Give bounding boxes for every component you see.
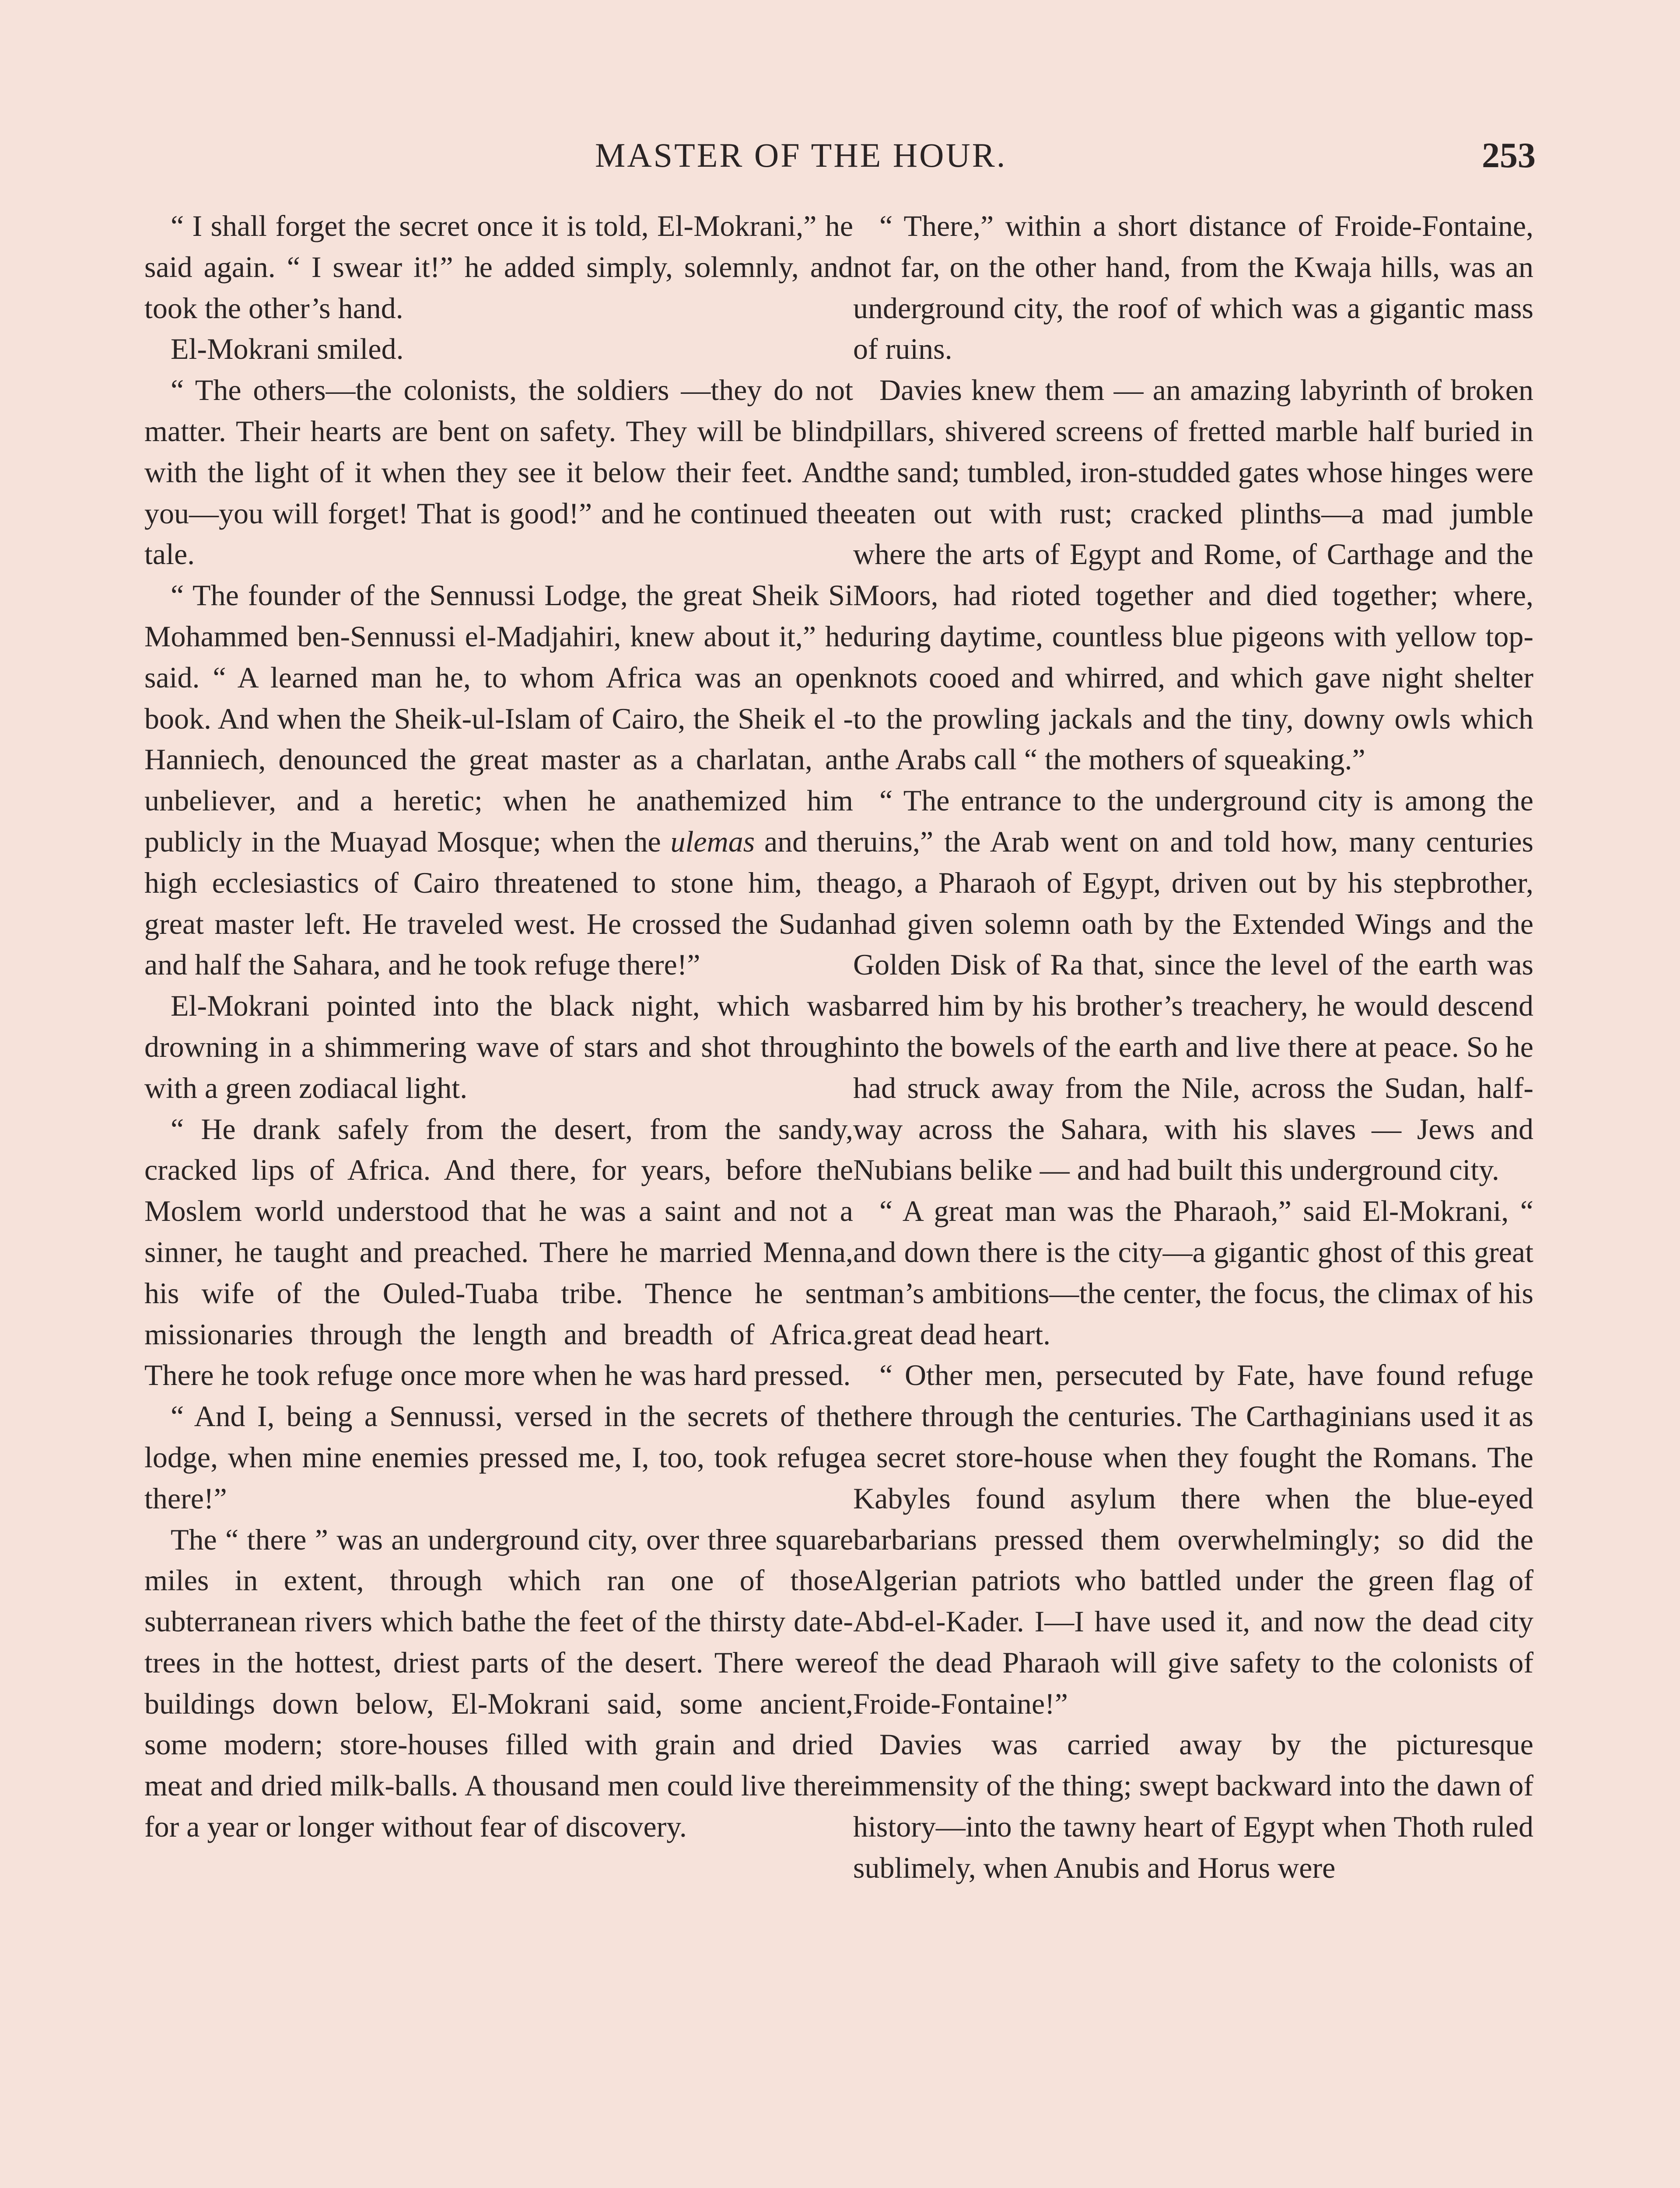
- paragraph: [144, 575, 853, 985]
- paragraph: “ The others—the colonists, the soldiers —they do not matter. Their hearts are bent on safety. They will be blind with the light of it when they see it below their feet. And you—you will forget! That is good!” and he continued the tale.: [144, 373, 853, 571]
- paragraph: El-Mokrani pointed into the black night, which was drowning in a shimmering wave of stars and shot through with a green zodiacal light.: [144, 989, 853, 1105]
- paragraph-text: and the high ecclesiastics of Cairo threatened to stone him, the great master left. He traveled west. He crossed the Sudan and half the Sahara, and he took refuge there!”: [144, 824, 853, 982]
- paragraph: “ The entrance to the underground city is among the ruins,” the Arab went on and told how, many centuries ago, a Pharaoh of Egypt, driven out by his stepbrother, had given solemn oath by the Extended Wings and the Golden Disk of Ra that, since the level of the earth was barred him by his brother’s treachery, he would descend into the bowels of the earth and live there at peace. So he had struck away from the Nile, across the Sudan, half-way across the Sahara, with his slaves — Jews and Nubians belike — and had built this underground city.: [853, 784, 1533, 1187]
- running-head: MASTER OF THE HOUR.: [595, 136, 1007, 174]
- paragraph: “ A great man was the Pharaoh,” said El-Mokrani, “ and down there is the city—a gigantic ghost of this great man’s ambitions—the center, the focus, the climax of his great dead heart.: [853, 1194, 1533, 1351]
- page-number: 253: [1482, 135, 1536, 175]
- paragraph: El-Mokrani smiled.: [171, 332, 404, 366]
- paragraph: “ I shall forget the secret once it is told, El-Mokrani,” he said again. “ I swear it!” he added simply, solemnly, and took the other’s hand.: [144, 209, 853, 325]
- right-column: [853, 206, 1533, 1889]
- paragraph-text: “ The founder of the Sennussi Lodge, the great Sheik Si Mohammed ben-Sennussi el-Madjahiri, knew about it,” he said. “ A learned man he, to whom Africa was an open book. And when the Sheik-ul-Islam of Cairo, the Sheik el - Hanniech, denounced the great master as a charlatan, an unbeliever, and a heretic; when he anathemized him publicly in the Muayad Mosque; when the: [144, 579, 853, 858]
- left-column: [144, 206, 853, 1848]
- paragraph: “ There,” within a short distance of Froide-Fontaine, not far, on the other hand, from the Kwaja hills, was an underground city, the roof of which was a gigantic mass of ruins.: [853, 209, 1533, 366]
- page-header: [595, 131, 1536, 179]
- paragraph: The “ there ” was an underground city, over three square miles in extent, through which ran one of those subterranean rivers which bathe the feet of the thirsty date-trees in the hottest, driest parts of the desert. There were buildings down below, El-Mokrani said, some ancient, some modern; store-houses filled with grain and dried meat and dried milk-balls. A thousand men could live there for a year or longer without fear of discovery.: [144, 1522, 853, 1844]
- paragraph: Davies was carried away by the picturesque immensity of the thing; swept backward into the dawn of history—into the tawny heart of Egypt when Thoth ruled sublimely, when Anubis and Horus were: [853, 1728, 1533, 1884]
- paragraph: “ And I, being a Sennussi, versed in the secrets of the lodge, when mine enemies pressed me, I, too, took refuge there!”: [144, 1399, 853, 1515]
- paragraph: “ He drank safely from the desert, from the sandy, cracked lips of Africa. And there, for years, before the Moslem world understood that he was a saint and not a sinner, he taught and preached. There he married Menna, his wife of the Ouled-Tuaba tribe. Thence he sent missionaries through the length and breadth of Africa. There he took refuge once more when he was hard pressed.: [144, 1112, 853, 1392]
- italic-word: ulemas: [670, 824, 755, 858]
- paragraph: “ Other men, persecuted by Fate, have found refuge there through the centuries. The Carthaginians used it as a secret store-house when they fought the Romans. The Kabyles found asylum there when the blue-eyed barbarians pressed them overwhelmingly; so did the Algerian patriots who battled under the green flag of Abd-el-Kader. I—I have used it, and now the dead city of the dead Pharaoh will give safety to the colonists of Froide-Fontaine!”: [853, 1358, 1533, 1720]
- paragraph: Davies knew them — an amazing labyrinth of broken pillars, shivered screens of fretted marble half buried in the sand; tumbled, iron-studded gates whose hinges were eaten out with rust; cracked plinths—a mad jumble where the arts of Egypt and Rome, of Carthage and the Moors, had rioted together and died together; where, during daytime, countless blue pigeons with yellow top-knots cooed and whirred, and which gave night shelter to the prowling jackals and the tiny, downy owls which the Arabs call “ the mothers of squeaking.”: [853, 373, 1533, 776]
